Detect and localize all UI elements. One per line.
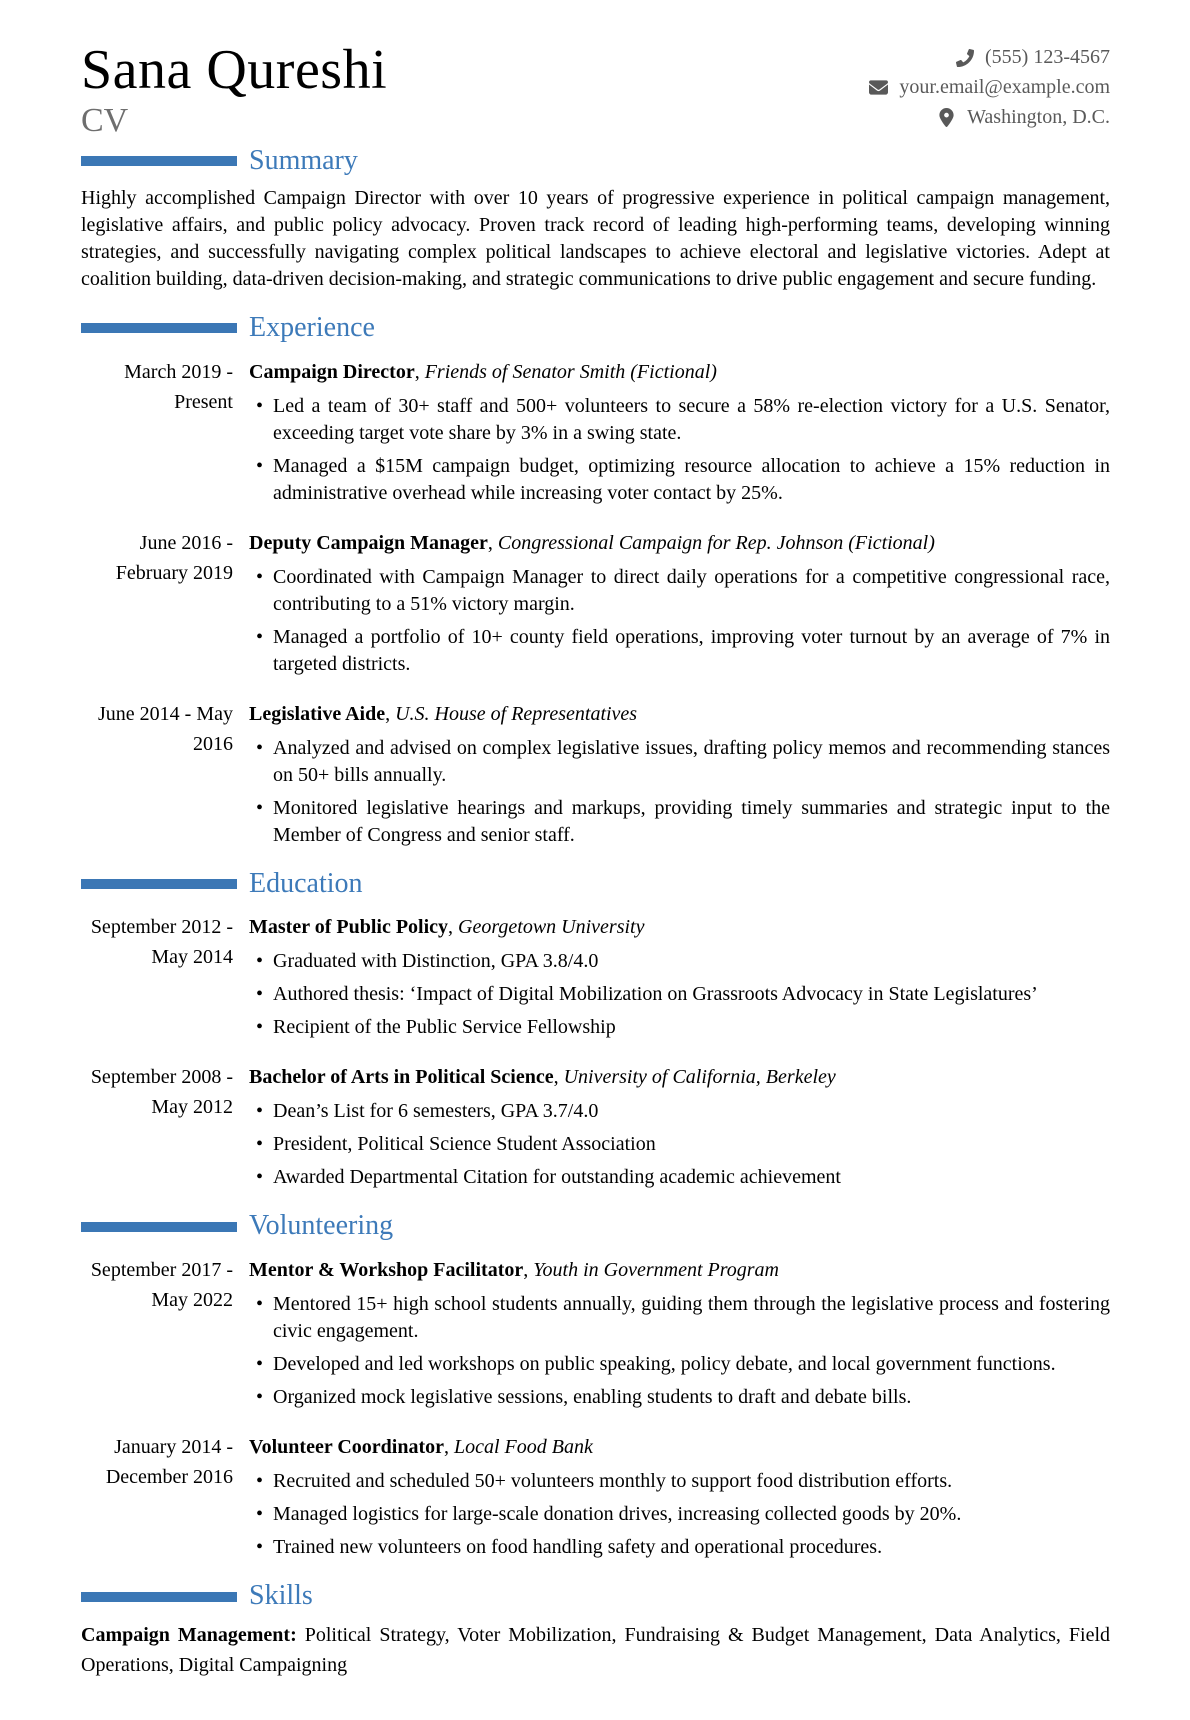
entry-title-line bbox=[249, 528, 1110, 558]
title-separator: , bbox=[385, 702, 391, 725]
entry-title-line bbox=[249, 357, 1110, 387]
education-entry bbox=[81, 1062, 1110, 1191]
section-title: Volunteering bbox=[249, 1210, 394, 1242]
cv-subtitle: CV bbox=[81, 102, 129, 139]
bullet-item: • Managed logistics for large-scale donation drives, increasing collected goods by 20%. bbox=[249, 1501, 1110, 1528]
contact-email-line bbox=[869, 76, 1110, 99]
header bbox=[81, 39, 1110, 139]
entry-dates: September 2008 - May 2012 bbox=[90, 1066, 233, 1119]
experience-entry bbox=[81, 357, 1110, 507]
heading-bar bbox=[81, 1222, 237, 1232]
phone-number[interactable]: (555) 123-4567 bbox=[985, 46, 1110, 68]
entry-title-line bbox=[249, 1432, 1110, 1462]
entry-body bbox=[249, 528, 1110, 678]
organization-name: Local Food Bank bbox=[454, 1436, 593, 1459]
bullet-item: • Awarded Departmental Citation for outstanding academic achievement bbox=[249, 1164, 1110, 1191]
bullet-item: • Authored thesis: ‘Impact of Digital Mobilization on Grassroots Advocacy in State Legislatures’ bbox=[249, 981, 1110, 1008]
volunteering-entry bbox=[81, 1432, 1110, 1561]
email-address[interactable]: your.email@example.com bbox=[899, 76, 1110, 98]
header-name-block bbox=[81, 39, 388, 139]
entry-dates: March 2019 - Present bbox=[124, 360, 233, 413]
bullet-item: • President, Political Science Student Association bbox=[249, 1131, 1110, 1158]
entry-dates: June 2016 - February 2019 bbox=[115, 531, 233, 584]
role-title: Volunteer Coordinator bbox=[249, 1436, 444, 1459]
bullet-list bbox=[249, 948, 1110, 1041]
entry-title: Campaign Director bbox=[249, 360, 415, 383]
skill-list: Political Strategy, Voter Mobilization, Fundraising & Budget Management, Data Analytics, Field Operations, Digital Campaigning bbox=[81, 1623, 1110, 1676]
title-separator: , bbox=[523, 1259, 529, 1282]
entry-dates: September 2012 - May 2014 bbox=[90, 916, 233, 969]
organization-name: Youth in Government Program bbox=[533, 1259, 779, 1282]
person-name: Sana Qureshi bbox=[81, 39, 388, 101]
bullet-item: • Organized mock legislative sessions, enabling students to draft and debate bills. bbox=[249, 1384, 1110, 1411]
bullet-item: • Developed and led workshops on public speaking, policy debate, and local government functions. bbox=[249, 1351, 1110, 1378]
section-title: Education bbox=[249, 867, 363, 899]
entry-body bbox=[249, 912, 1110, 1041]
experience-entry bbox=[81, 699, 1110, 849]
role-title: Mentor & Workshop Facilitator bbox=[249, 1259, 524, 1282]
bullet-item: • Monitored legislative hearings and markups, providing timely summaries and strategic input to the Member of Congress and senior staff. bbox=[249, 795, 1110, 849]
heading-bar bbox=[81, 323, 237, 333]
bullet-item: • Trained new volunteers on food handling safety and operational procedures. bbox=[249, 1534, 1110, 1561]
bullet-item: • Coordinated with Campaign Manager to direct daily operations for a competitive congressional race, contributing to a 51% victory margin. bbox=[249, 564, 1110, 618]
bullet-item: • Managed a $15M campaign budget, optimizing resource allocation to achieve a 15% reduction in administrative overhead while increasing voter contact by 25%. bbox=[249, 453, 1110, 507]
section-title: Skills bbox=[249, 1580, 313, 1612]
entry-organization: Friends of Senator Smith (Fictional) bbox=[424, 360, 717, 383]
entry-body bbox=[249, 699, 1110, 849]
bullet-list bbox=[249, 393, 1110, 507]
entry-title-line bbox=[249, 699, 1110, 729]
entry-dates: September 2017 - May 2022 bbox=[90, 1259, 233, 1312]
bullet-list bbox=[249, 1098, 1110, 1191]
section-heading-volunteering bbox=[81, 1211, 1110, 1242]
section-heading-skills bbox=[81, 1581, 1110, 1612]
education-entry bbox=[81, 912, 1110, 1041]
bullet-item: • Dean’s List for 6 semesters, GPA 3.7/4.0 bbox=[249, 1098, 1110, 1125]
bullet-item: • Recruited and scheduled 50+ volunteers monthly to support food distribution efforts. bbox=[249, 1468, 1110, 1495]
institution-name: Georgetown University bbox=[458, 916, 645, 939]
entry-dates: June 2014 - May 2016 bbox=[98, 702, 233, 755]
entry-title: Deputy Campaign Manager bbox=[249, 531, 488, 554]
bullet-item: • Recipient of the Public Service Fellowship bbox=[249, 1014, 1110, 1041]
experience-entry bbox=[81, 528, 1110, 678]
entry-dates: January 2014 - December 2016 bbox=[105, 1436, 233, 1489]
entry-organization: Congressional Campaign for Rep. Johnson (Fictional) bbox=[497, 531, 935, 554]
bullet-item: • Mentored 15+ high school students annually, guiding them through the legislative process and fostering civic engagement. bbox=[249, 1291, 1110, 1345]
contact-info bbox=[869, 46, 1110, 129]
title-separator: , bbox=[444, 1436, 449, 1459]
map-pin-icon bbox=[937, 108, 956, 127]
title-separator: , bbox=[448, 916, 454, 939]
bullet-list bbox=[249, 735, 1110, 849]
section-heading-education bbox=[81, 869, 1110, 900]
bullet-item: • Led a team of 30+ staff and 500+ volunteers to secure a 58% re-election victory for a U.S. Senator, exceeding target vote share by 3% in a swing state. bbox=[249, 393, 1110, 447]
location-text: Washington, D.C. bbox=[967, 106, 1110, 128]
entry-title-line bbox=[249, 1255, 1110, 1285]
degree-title: Master of Public Policy bbox=[249, 916, 449, 939]
entry-title-line bbox=[249, 912, 1110, 942]
entry-organization: U.S. House of Representatives bbox=[395, 702, 638, 725]
entry-body bbox=[249, 1432, 1110, 1561]
volunteering-entry bbox=[81, 1255, 1110, 1411]
envelope-icon bbox=[869, 78, 888, 97]
heading-bar bbox=[81, 1592, 237, 1602]
skill-category-label: Campaign Management: bbox=[81, 1623, 297, 1646]
entry-body bbox=[249, 1255, 1110, 1411]
phone-icon bbox=[955, 48, 974, 67]
entry-body bbox=[249, 1062, 1110, 1191]
contact-location-line bbox=[937, 106, 1110, 129]
entry-title-line bbox=[249, 1062, 1110, 1092]
contact-phone-line bbox=[955, 46, 1110, 69]
bullet-item: • Graduated with Distinction, GPA 3.8/4.0 bbox=[249, 948, 1110, 975]
bullet-item: • Analyzed and advised on complex legislative issues, drafting policy memos and recommending stances on 50+ bills annually. bbox=[249, 735, 1110, 789]
bullet-list bbox=[249, 564, 1110, 678]
title-separator: , bbox=[487, 531, 493, 554]
entry-body bbox=[249, 357, 1110, 507]
bullet-list bbox=[249, 1468, 1110, 1561]
section-heading-experience bbox=[81, 313, 1110, 344]
title-separator: , bbox=[553, 1066, 559, 1089]
skills-line bbox=[81, 1620, 1110, 1680]
bullet-list bbox=[249, 1291, 1110, 1411]
summary-text: Highly accomplished Campaign Director with over 10 years of progressive experience in political campaign management, legislative affairs, and public policy advocacy. Proven track record of leading high-performing teams, developing winning strategies, and successfully navigating complex political landscapes to achieve electoral and legislative victories. Adept at coalition building, data-driven decision-making, and strategic communications to drive public engagement and secure funding. bbox=[81, 186, 1110, 290]
title-separator: , bbox=[414, 360, 420, 383]
entry-title: Legislative Aide bbox=[249, 702, 386, 725]
bullet-item: • Managed a portfolio of 10+ county field operations, improving voter turnout by an average of 7% in targeted districts. bbox=[249, 624, 1110, 678]
section-heading-summary bbox=[81, 146, 1110, 177]
section-title: Summary bbox=[249, 145, 358, 176]
heading-bar bbox=[81, 156, 237, 166]
heading-bar bbox=[81, 879, 237, 889]
section-title: Experience bbox=[249, 311, 375, 343]
institution-name: University of California, Berkeley bbox=[563, 1066, 836, 1089]
degree-title: Bachelor of Arts in Political Science bbox=[249, 1066, 554, 1089]
